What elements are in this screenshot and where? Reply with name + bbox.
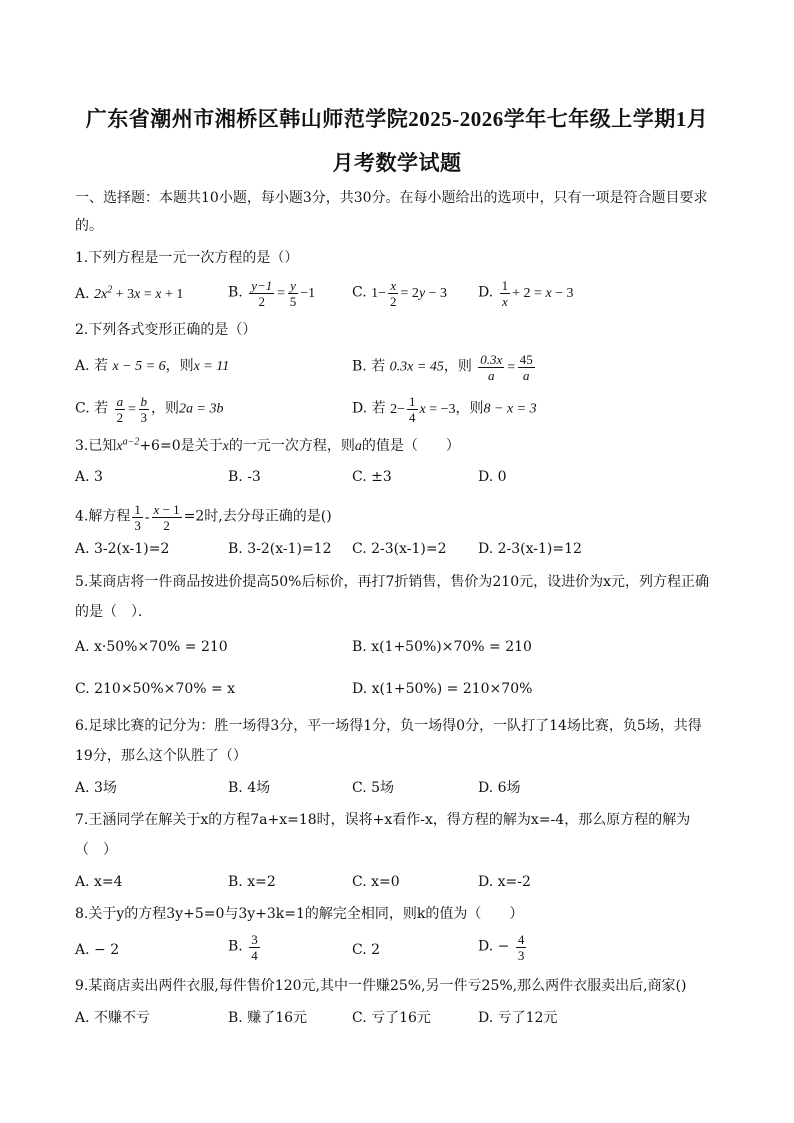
question-8-stem: 8.关于y的方程3y+5=0与3y+3k=1的解完全相同，则k的值为（ ） (75, 906, 524, 922)
question-2-option-c: C. 若 $\frac{a}{2}$ = $\frac{b}{3}$ ，则2a = 3b (75, 394, 224, 425)
question-4-stem: 4.解方程 $\frac{1}{3}$ - $\frac{x - 1}{2}$ =2时,去分母正确的是() (75, 502, 332, 533)
question-5-option-a: A. x·50%×70% = 210 (75, 639, 228, 655)
question-7-option-d: D. x=-2 (478, 874, 531, 890)
question-7-option-a: A. x=4 (75, 874, 123, 890)
question-9-stem: 9.某商店卖出两件衣服,每件售价120元,其中一件赚25%,另一件亏25%,那么两件衣服卖出后,商家() (75, 978, 687, 994)
question-9-option-d: D. 亏了12元 (478, 1010, 558, 1026)
section-instructions-cont: 的。 (75, 218, 103, 234)
question-5-stem: 5.某商店将一件商品按进价提高50%后标价，再打7折销售，售价为210元，设进价为x元，列方程正确 (75, 574, 709, 590)
question-6-option-a: A. 3场 (75, 780, 117, 796)
question-3-option-c: C. ±3 (352, 469, 392, 485)
question-1-option-b: B. $\frac{y-1}{2}$ = $\frac{y}{5}$ −1 (228, 278, 316, 309)
question-4-option-a: A. 3-2(x-1)=2 (75, 541, 170, 557)
question-7-stem-cont: （ ） (75, 842, 117, 858)
question-9-option-b: B. 赚了16元 (228, 1010, 308, 1026)
question-1-option-c: C. 1− $\frac{x}{2}$ = 2y − 3 (352, 278, 448, 309)
question-6-option-c: C. 5场 (352, 780, 395, 796)
question-8-option-c: C. 2 (352, 942, 381, 958)
exam-title-line2: 月考数学试题 (332, 151, 462, 175)
exam-title-line1: 广东省潮州市湘桥区韩山师范学院2025-2026学年七年级上学期1月 (85, 107, 709, 131)
question-8-option-b: B. $\frac{3}{4}$ (228, 932, 258, 963)
question-2-option-b: B. 若 0.3x = 45，则 $\frac{0.3x}{a}$ = $\frac{45}{a}$ (352, 352, 533, 383)
question-3-option-b: B. -3 (228, 469, 261, 485)
question-1-stem: 1.下列方程是一元一次方程的是（） (75, 250, 299, 266)
question-7-option-c: C. x=0 (352, 874, 400, 890)
question-9-option-a: A. 不赚不亏 (75, 1010, 151, 1026)
question-4-option-c: C. 2-3(x-1)=2 (352, 541, 447, 557)
question-9-option-c: C. 亏了16元 (352, 1010, 431, 1026)
question-1-option-d: D. $\frac{1}{x}$ + 2 = x − 3 (478, 278, 574, 309)
question-4-option-d: D. 2-3(x-1)=12 (478, 541, 582, 557)
question-3-option-a: A. 3 (75, 469, 103, 485)
question-6-option-b: B. 4场 (228, 780, 271, 796)
section-instructions: 一、选择题：本题共10小题，每小题3分，共30分。在每小题给出的选项中，只有一项是符合题目要求 (75, 190, 708, 206)
question-1-option-a: A. $2x^2 + 3x = x + 1$ (75, 284, 184, 302)
question-6-stem-cont: 19分，那么这个队胜了（） (75, 748, 247, 764)
question-5-stem-cont: 的是（ ）． (75, 604, 152, 620)
question-7-stem: 7.王涵同学在解关于x的方程7a+x=18时，误将+x看作-x，得方程的解为x=-4，那么原方程的解为 (75, 812, 691, 828)
question-4-option-b: B. 3-2(x-1)=12 (228, 541, 332, 557)
question-3-stem: 3.已知$x^{a-2}+6=0$是关于x的一元一次方程，则a的值是（ ） (75, 436, 460, 454)
question-5-option-b: B. x(1+50%)×70% = 210 (352, 639, 532, 655)
question-8-option-a: A. − 2 (75, 942, 120, 958)
question-2-stem: 2.下列各式变形正确的是（） (75, 322, 257, 338)
question-5-option-c: C. 210×50%×70% = x (75, 681, 236, 697)
question-6-stem: 6.足球比赛的记分为：胜一场得3分，平一场得1分，负一场得0分，一队打了14场比赛，负5场，共得 (75, 718, 702, 734)
question-2-option-a: A. 若 x − 5 = 6，则x = 11 (75, 358, 230, 374)
question-3-option-d: D. 0 (478, 469, 507, 485)
question-6-option-d: D. 6场 (478, 780, 521, 796)
question-8-option-d: D. − $\frac{4}{3}$ (478, 932, 525, 963)
question-5-option-d: D. x(1+50%) = 210×70% (352, 681, 533, 697)
question-2-option-d: D. 若 2− $\frac{1}{4}$ x = −3，则8 − x = 3 (352, 394, 537, 425)
question-7-option-b: B. x=2 (228, 874, 276, 890)
